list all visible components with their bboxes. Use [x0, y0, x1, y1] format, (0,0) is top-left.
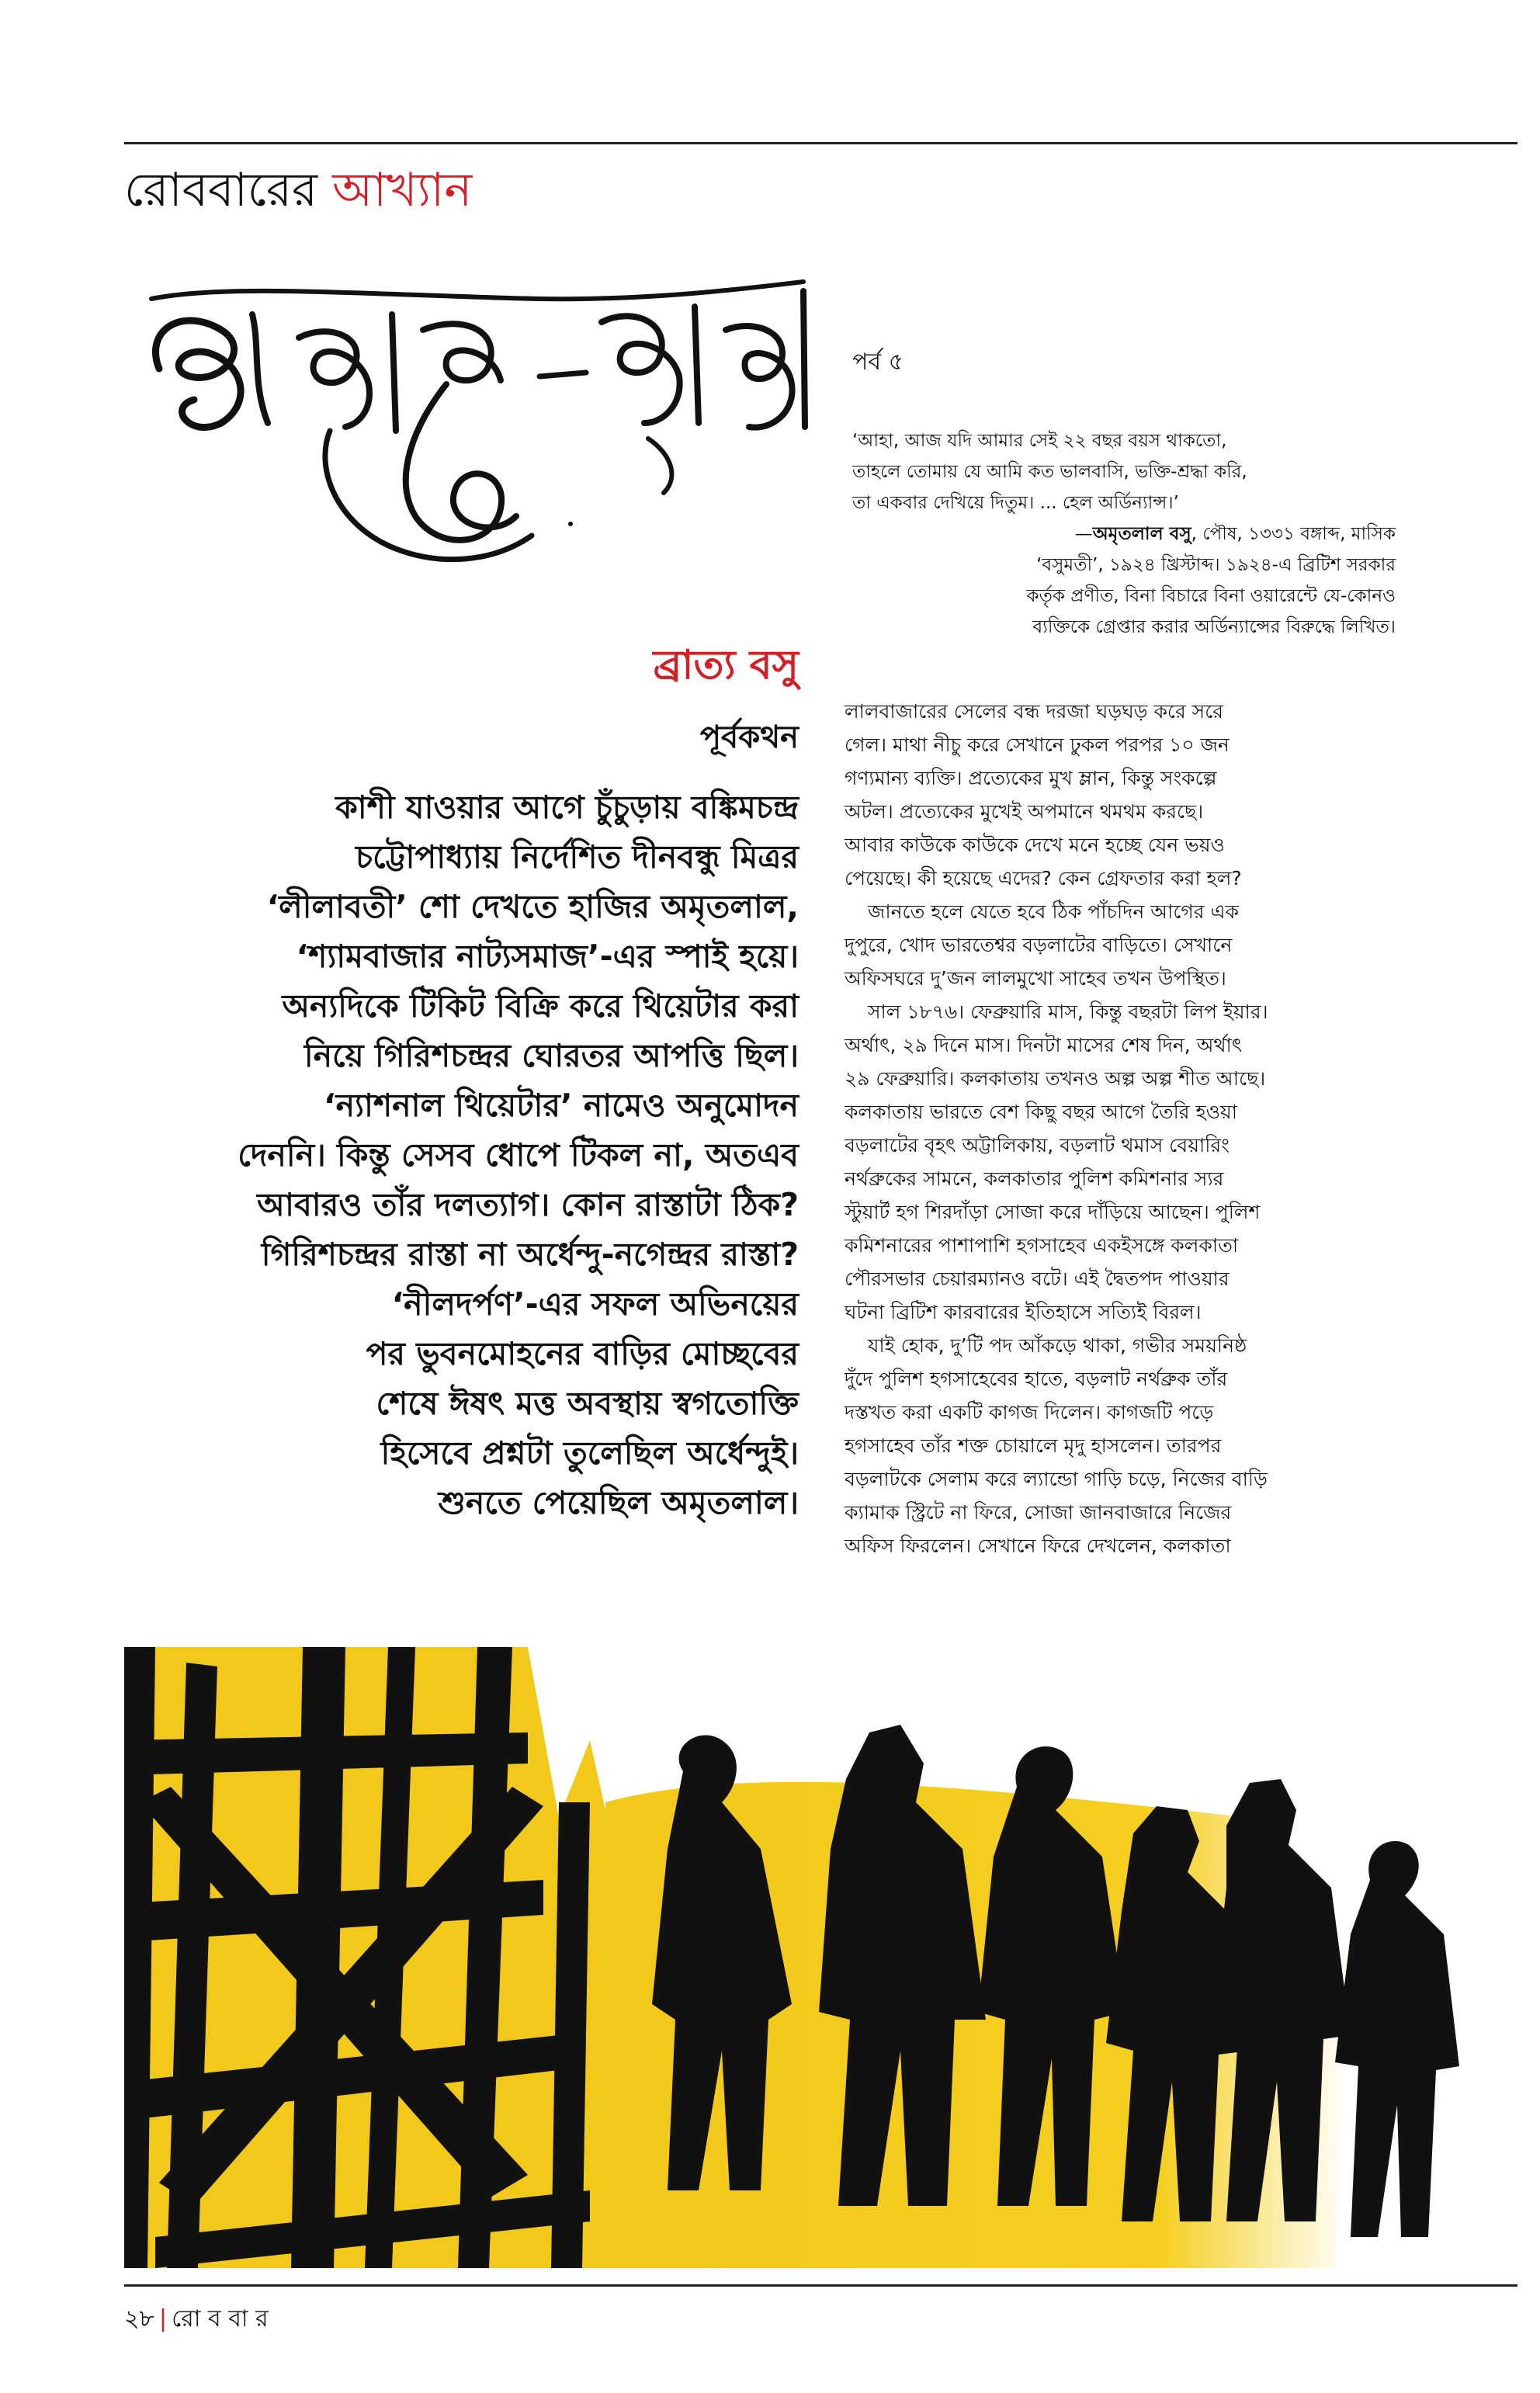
body-line: দস্তখত করা একটি কাগজ দিলেন। কাগজটি পড়ে: [845, 1401, 1214, 1424]
body-line: সাল ১৮৭৬। ফেব্রুয়ারি মাস, কিন্তু বছরটা লিপ ইয়ার।: [868, 1001, 1268, 1023]
body-line: জানতে হলে যেতে হবে ঠিক পাঁচদিন আগের এক: [868, 900, 1239, 923]
body-line: অর্থাৎ, ২৯ দিনে মাস। দিনটা মাসের শেষ দিন, অর্থাৎ: [845, 1034, 1243, 1056]
citation-line: ‘বসুমতী’, ১৯২৪ খ্রিস্টাব্দ। ১৯২৪-এ ব্রিটিশ সরকার: [1036, 555, 1396, 575]
quote-line: তা একবার দেখিয়ে দিতুম। ... হেল অর্ডিন্যান্স।’: [852, 493, 1179, 513]
intro-line: হিসেবে প্রশ্নটা তুলেছিল অর্ধেন্দুই।: [380, 1434, 799, 1472]
epigraph-citation: [852, 518, 1396, 643]
episode-label: পর্ব ৫: [852, 349, 904, 376]
intro-line: শেষে ঈষৎ মত্ত অবস্থায় স্বগতোক্তি: [376, 1385, 799, 1422]
body-line: আবার কাউকে কাউকে দেখে মনে হচ্ছে যেন ভয়ও: [845, 834, 1225, 856]
intro-paragraph: [116, 782, 799, 1528]
publication-name: রো ব বা র: [172, 2305, 269, 2332]
body-line: ঘটনা ব্রিটিশ কারবারের ইতিহাসে সত্যিই বিরল।: [845, 1301, 1202, 1323]
intro-line: নিয়ে গিরিশচন্দ্রর ঘোরতর আপত্তি ছিল।: [303, 1037, 799, 1074]
body-line: অফিস ফিরলেন। সেখানে ফিরে দেখলেন, কলকাতা: [845, 1535, 1231, 1557]
intro-line: চট্টোপাধ্যায় নির্দেশিত দীনবন্ধু মিত্রর: [356, 838, 799, 876]
intro-line: ‘শ্যামবাজার নাট্যসমাজ’-এর স্পাই হয়ে।: [296, 938, 799, 975]
citation-author: অমৃতলাল বসু: [1092, 524, 1191, 544]
body-line: ২৯ ফেব্রুয়ারি। কলকাতায় তখনও অল্প অল্প শীত আছে।: [845, 1067, 1266, 1090]
intro-line: অন্যদিকে টিকিট বিক্রি করে থিয়েটার করা: [282, 987, 799, 1025]
article-body: [845, 695, 1403, 1562]
intro-line: ‘নীলদর্পণ’-এর সফল অভিনয়ের: [391, 1285, 799, 1323]
intro-line: দেননি। কিন্তু সেসব ধোপে টিকল না, অতএব: [238, 1136, 799, 1174]
body-line: পেয়েছে। কী হয়েছে এদের? কেন গ্রেফতার করা হল?: [845, 867, 1242, 890]
body-line: দুঁদে পুলিশ হগসাহেবের হাতে, বড়লাট নর্থব্রুক তাঁর: [845, 1368, 1228, 1390]
intro-line: পর ভুবনমোহনের বাড়ির মোচ্ছবের: [366, 1335, 799, 1372]
body-line: কমিশনারের পাশাপাশি হগসাহেব একইসঙ্গে কলকাতা: [845, 1234, 1239, 1257]
body-line: নর্থব্রুকের সামনে, কলকাতার পুলিশ কমিশনার স্যর: [845, 1167, 1224, 1190]
citation-dash: —: [1074, 524, 1093, 544]
intro-line: গিরিশচন্দ্রর রাস্তা না অর্ধেন্দু-নগেন্দ্রর রাস্তা?: [261, 1236, 799, 1273]
body-line: লালবাজারের সেলের বন্ধ দরজা ঘড়ঘড় করে সরে: [845, 700, 1223, 723]
citation-line: [852, 518, 1396, 550]
epigraph-quote: [852, 425, 1396, 518]
citation-line: ব্যক্তিকে গ্রেপ্তার করার অর্ডিন্যান্সের বিরুদ্ধে লিখিত।: [1032, 617, 1396, 637]
page-number: ২৮: [124, 2305, 154, 2332]
intro-line: আবারও তাঁর দলত্যাগ। কোন রাস্তাটা ঠিক?: [257, 1186, 799, 1223]
quote-line: তাহলে তোমায় যে আমি কত ভালবাসি, ভক্তি-শ্রদ্ধা করি,: [852, 462, 1247, 482]
intro-line: কাশী যাওয়ার আগে চুঁচুড়ায় বঙ্কিমচন্দ্র: [335, 789, 799, 826]
body-line: যাই হোক, দু’টি পদ আঁকড়ে থাকা, গভীর সময়নিষ্ঠ: [868, 1334, 1247, 1357]
body-line: দুপুরে, খোদ ভারতেশ্বর বড়লাটের বাড়িতে। সেখানে: [845, 934, 1233, 956]
intro-line: ‘ন্যাশনাল থিয়েটার’ নামেও অনুমোদন: [324, 1087, 799, 1124]
quote-line: ‘আহা, আজ যদি আমার সেই ২২ বছর বয়স থাকতো,: [852, 431, 1227, 451]
author-name: ব্রাত্য বসু: [653, 642, 799, 688]
body-line: পৌরসভার চেয়ারম্যানও বটে। এই দ্বৈতপদ পাওয়ার: [845, 1268, 1230, 1290]
intro-line: ‘লীলাবতী’ শো দেখতে হাজির অমৃতলাল,: [266, 888, 799, 925]
body-line: অফিসঘরে দু’জন লালমুখো সাহেব তখন উপস্থিত।: [845, 967, 1226, 990]
body-line: স্টুয়ার্ট হগ শিরদাঁড়া সোজা করে দাঁড়িয়ে আছেন। পুলিশ: [845, 1201, 1261, 1223]
body-line: বড়লাটকে সেলাম করে ল্যান্ডো গাড়ি চড়ে, নিজের বাড়ি: [845, 1468, 1268, 1490]
body-line: গেল। মাথা নীচু করে সেখানে ঢুকল পরপর ১০ জন: [845, 734, 1230, 756]
section-header: [124, 159, 472, 221]
citation-line: কর্তৃক প্রণীত, বিনা বিচারে বিনা ওয়ারেন্টে যে-কোনও: [1026, 586, 1396, 606]
body-line: অটল। প্রত্যেকের মুখেই অপমানে থমথম করছে।: [845, 800, 1204, 823]
bottom-rule: [124, 2284, 1517, 2287]
citation-line1-rest: , পৌষ, ১৩৩১ বঙ্গাব্দ, মাসিক: [1191, 524, 1396, 544]
section-prefix: রোববারের: [124, 163, 318, 217]
intro-line: শুনতে পেয়েছিল অমৃতলাল।: [438, 1484, 799, 1521]
title-calligraphy: [136, 268, 819, 594]
body-line: কলকাতায় ভারতে বেশ কিছু বছর আগে তৈরি হওয়া: [845, 1101, 1237, 1123]
illustration-gate-figures: [124, 1647, 1517, 2268]
intro-heading: পূর্বকথন: [699, 720, 799, 755]
top-rule: [124, 142, 1517, 144]
body-line: গণ্যমান্য ব্যক্তি। প্রত্যেকের মুখ ম্লান, কিন্তু সংকল্পে: [845, 767, 1217, 789]
section-accent: আখ্যান: [332, 163, 473, 217]
body-line: ক্যামাক স্ট্রিটে না ফিরে, সোজা জানবাজারে নিজের: [845, 1501, 1232, 1524]
page-footer: [124, 2304, 269, 2335]
footer-separator: |: [158, 2305, 168, 2332]
body-line: হগসাহেব তাঁর শক্ত চোয়ালে মৃদু হাসলেন। তারপর: [845, 1434, 1222, 1457]
body-line: বড়লাটের বৃহৎ অট্টালিকায়, বড়লাট থমাস বেয়ারিং: [845, 1134, 1230, 1157]
